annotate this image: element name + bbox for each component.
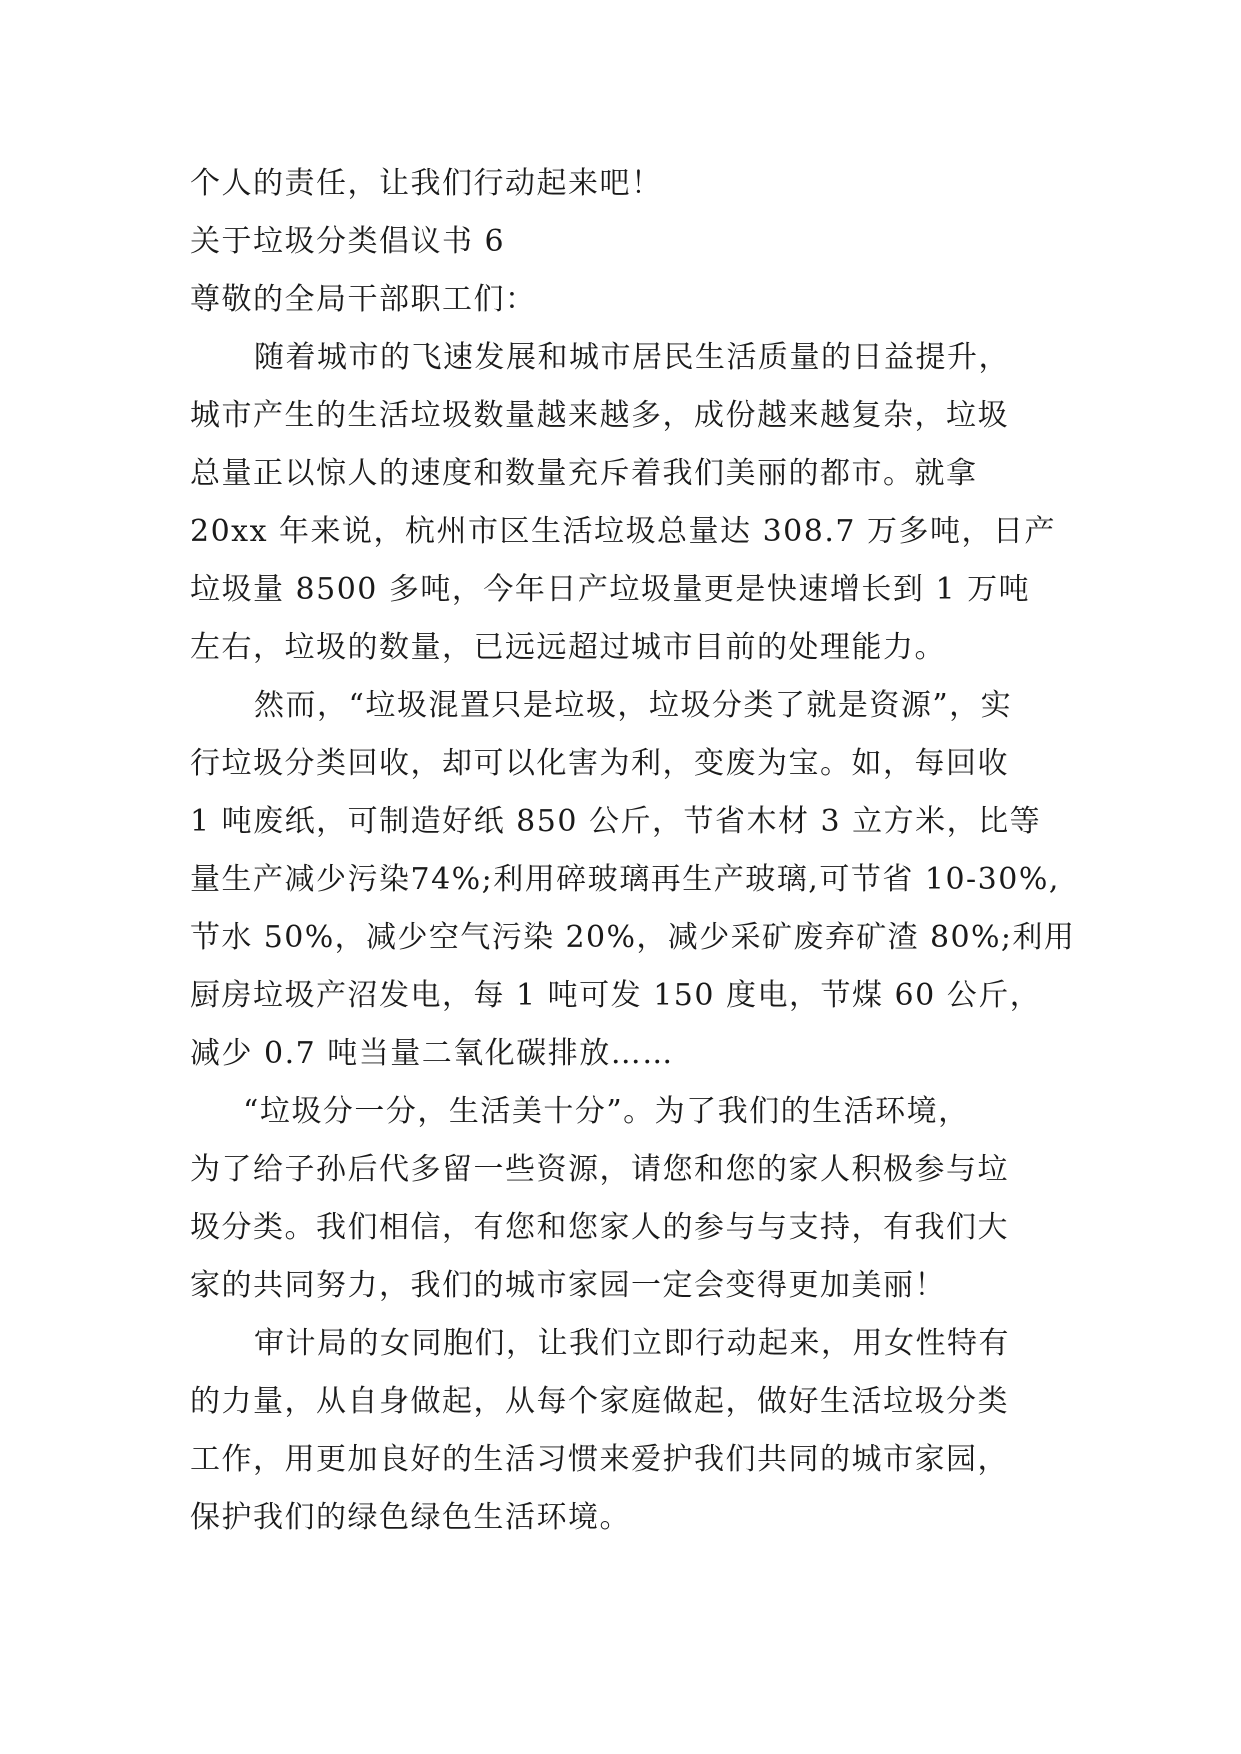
text-line: 垃圾量 8500 多吨，今年日产垃圾量更是快速增长到 1 万吨 [190, 572, 1031, 607]
text-line: 量生产减少污染74%;利用碎玻璃再生产玻璃,可节省 10-30%, [190, 862, 1060, 897]
text-line: 20xx 年来说，杭州市区生活垃圾总量达 308.7 万多吨，日产 [190, 514, 1057, 549]
text-line: 城市产生的生活垃圾数量越来越多，成份越来越复杂，垃圾 [190, 398, 1009, 433]
text-line: 1 吨废纸，可制造好纸 850 公斤，节省木材 3 立方米，比等 [190, 804, 1042, 839]
heading: 关于垃圾分类倡议书 6 [190, 224, 506, 259]
text-line: 行垃圾分类回收，却可以化害为利，变废为宝。如，每回收 [190, 746, 1009, 781]
text-line: 总量正以惊人的速度和数量充斥着我们美丽的都市。就拿 [190, 456, 978, 491]
text-line: 的力量，从自身做起，从每个家庭做起，做好生活垃圾分类 [190, 1384, 1009, 1419]
text-line: “垃圾分一分，生活美十分”。为了我们的生活环境， [243, 1094, 970, 1129]
text-line: 家的共同努力，我们的城市家园一定会变得更加美丽！ [190, 1268, 946, 1303]
text-line: 圾分类。我们相信，有您和您家人的参与与支持，有我们大 [190, 1210, 1009, 1245]
text-line: 厨房垃圾产沼发电，每 1 吨可发 150 度电，节煤 60 公斤， [190, 978, 1042, 1013]
text-line: 减少 0.7 吨当量二氧化碳排放…… [190, 1036, 674, 1071]
text-line: 个人的责任，让我们行动起来吧！ [190, 166, 663, 201]
text-line: 左右，垃圾的数量，已远远超过城市目前的处理能力。 [190, 630, 946, 665]
text-line: 审计局的女同胞们，让我们立即行动起来，用女性特有 [254, 1326, 1010, 1361]
text-line: 工作，用更加良好的生活习惯来爱护我们共同的城市家园， [190, 1442, 1009, 1477]
salutation: 尊敬的全局干部职工们： [190, 282, 537, 317]
text-line: 然而，“垃圾混置只是垃圾，垃圾分类了就是资源”，实 [254, 688, 1013, 723]
text-line: 随着城市的飞速发展和城市居民生活质量的日益提升， [254, 340, 1010, 375]
text-line: 保护我们的绿色绿色生活环境。 [190, 1500, 631, 1535]
text-line: 节水 50%，减少空气污染 20%，减少采矿废弃矿渣 80%;利用 [190, 920, 1076, 955]
text-line: 为了给子孙后代多留一些资源，请您和您的家人积极参与垃 [190, 1152, 1009, 1187]
